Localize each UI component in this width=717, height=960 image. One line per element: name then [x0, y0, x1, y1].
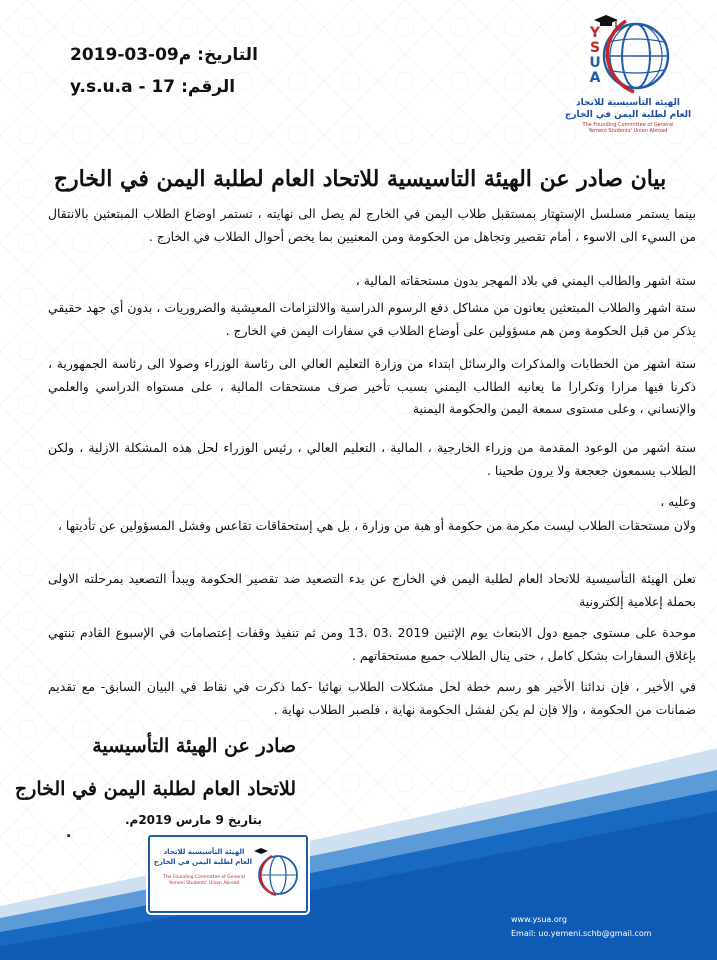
body-paragraph-5 [48, 437, 696, 482]
ref-label: الرقم: [181, 77, 236, 97]
logo-acronym-ys: Y S [589, 25, 601, 56]
paragraph-text: موحدة على مستوى جميع دول الابتعاث يوم الإثنين 2019 .03 .13 ومن ثم تنفيذ وقفات إعتصامات في الإسبوع القادم تنتهي بإغلاق السفارات بشكل كامل ، حتى ينال الطلاب جميع مستحقاتهم . [48, 625, 696, 663]
date-value: 2019-03-09م [70, 45, 192, 65]
signature-line-1: صادر عن الهيئة التأسيسية [92, 735, 296, 757]
logo-name-en-line1: The Founding Committee of General [582, 122, 674, 128]
body-paragraph-9 [48, 622, 696, 667]
paragraph-text: ستة اشهر والطالب اليمني في بلاد المهجر بدون مستحقاته المالية ، [355, 273, 696, 288]
paragraph-text: وعليه ، [660, 494, 696, 509]
logo-name-en-line2: Yemeni Students' Union Abroad [588, 128, 668, 134]
body-paragraph-4 [48, 353, 696, 421]
body-paragraph-1 [48, 203, 696, 248]
signature-date: بتاريخ 9 مارس 2019م. [124, 813, 262, 827]
paragraph-text: بينما يستمر مسلسل الإستهتار بمستقبل طلاب اليمن في الخارج لم يصل الى نهايته ، تستمر اوضاع الطلاب المبتعثين بالانتقال من السيء الى الاسوء ، أمام تقصير وتجاهل من الحكومة ومن المعنيين بما يخص أحوال الطلاب في الخارج . [48, 206, 696, 244]
footer-logo-card [148, 835, 308, 913]
signature-dot: . [66, 825, 72, 841]
graduation-cap-icon [254, 848, 268, 854]
ysua-logo [548, 6, 708, 134]
footer-website: www.ysua.org [511, 915, 567, 924]
letter-reference [70, 77, 235, 97]
statement-title: بيان صادر عن الهيئة التاسيسية للاتحاد العام لطلبة اليمن في الخارج [53, 166, 667, 192]
date-label: التاريخ: [197, 45, 258, 65]
body-paragraph-6 [48, 491, 696, 514]
logo-name-ar-line2: العام لطلبة اليمن في الخارج [564, 110, 692, 120]
body-paragraph-10 [48, 676, 696, 721]
logo-name-ar-line1: الهيئة التأسيسية للاتحاد [576, 98, 680, 108]
paragraph-text: تعلن الهيئة التأسيسية للاتحاد العام لطلبة اليمن في الخارج عن بدء التصعيد ضد تقصير الحكومة ويبدأ التصعيد بمرحلته الاولى بحملة إعلامية إلكترونية [48, 571, 696, 609]
body-paragraph-7 [48, 515, 696, 538]
globe-icon [604, 21, 668, 92]
globe-icon [259, 856, 297, 895]
body-paragraph-8 [48, 568, 696, 613]
letter-date [70, 45, 258, 65]
paragraph-text: ولان مستحقات الطلاب ليست مكرمة من حكومة أو هبة من وزارة ، بل هي إستحقاقات تقاعس وفشل المسؤولين عن تأديتها ، [57, 518, 696, 533]
card-name-en-line1: The Founding Committee of General [163, 875, 245, 880]
body-paragraph-2 [48, 270, 696, 293]
card-name-ar-line1: الهيئة التأسيسية للاتحاد [163, 848, 245, 856]
ref-value: y.s.u.a - 17 [70, 77, 176, 97]
signature-line-2: للاتحاد العام لطلبة اليمن في الخارج [14, 778, 296, 800]
logo-acronym-ua: U A [589, 55, 601, 86]
paragraph-text: ستة اشهر من الخطابات والمذكرات والرسائل ابتداء من وزارة التعليم العالي الى رئاسة الوزراء وصولا الى رئاسة الجمهورية ، ذكرنا فيها مرارا وتكرارا ما يعانيه الطالب اليمني بسبب تأخير صرف مستحقات المالية ، على مستواه الدراسي والعلمي والإنساني ، وعلى مستوى سمعة اليمن والحكومة اليمنية [48, 356, 696, 417]
body-paragraph-3 [48, 297, 696, 342]
paragraph-text: في الأخير ، فإن ندائنا الأخير هو رسم خطة لحل مشكلات الطلاب نهائيا -كما ذكرت في نقاط في البيان السابق- مع تقديم ضمانات من الحكومة ، وإلا فإن لم يكن لفشل الحكومة نهاية ، فلصبر الطلاب نهاية . [48, 679, 696, 717]
card-name-ar-line2: العام لطلبة اليمن في الخارج [153, 858, 252, 866]
paragraph-text: ستة اشهر والطلاب المبتعثين يعانون من مشاكل دفع الرسوم الدراسية والالتزامات المعيشية والضروريات ، بدون أي جهد حقيقي يذكر من قبل الحكومة ومن هم مسؤولين على أوضاع الطلاب في سفارات اليمن في الخارج . [48, 300, 696, 338]
card-name-en-line2: Yemeni Students' Union Abroad [168, 881, 240, 886]
footer-email: Email: uo.yemeni.schb@gmail.com [511, 929, 652, 938]
paragraph-text: ستة اشهر من الوعود المقدمة من وزراء الخارجية ، المالية ، التعليم العالي ، رئيس الوزراء لحل هذه المشكلة الازلية ، ولكن الطلاب يسمعون جعجعة ولا يرون طحينا . [48, 440, 696, 478]
